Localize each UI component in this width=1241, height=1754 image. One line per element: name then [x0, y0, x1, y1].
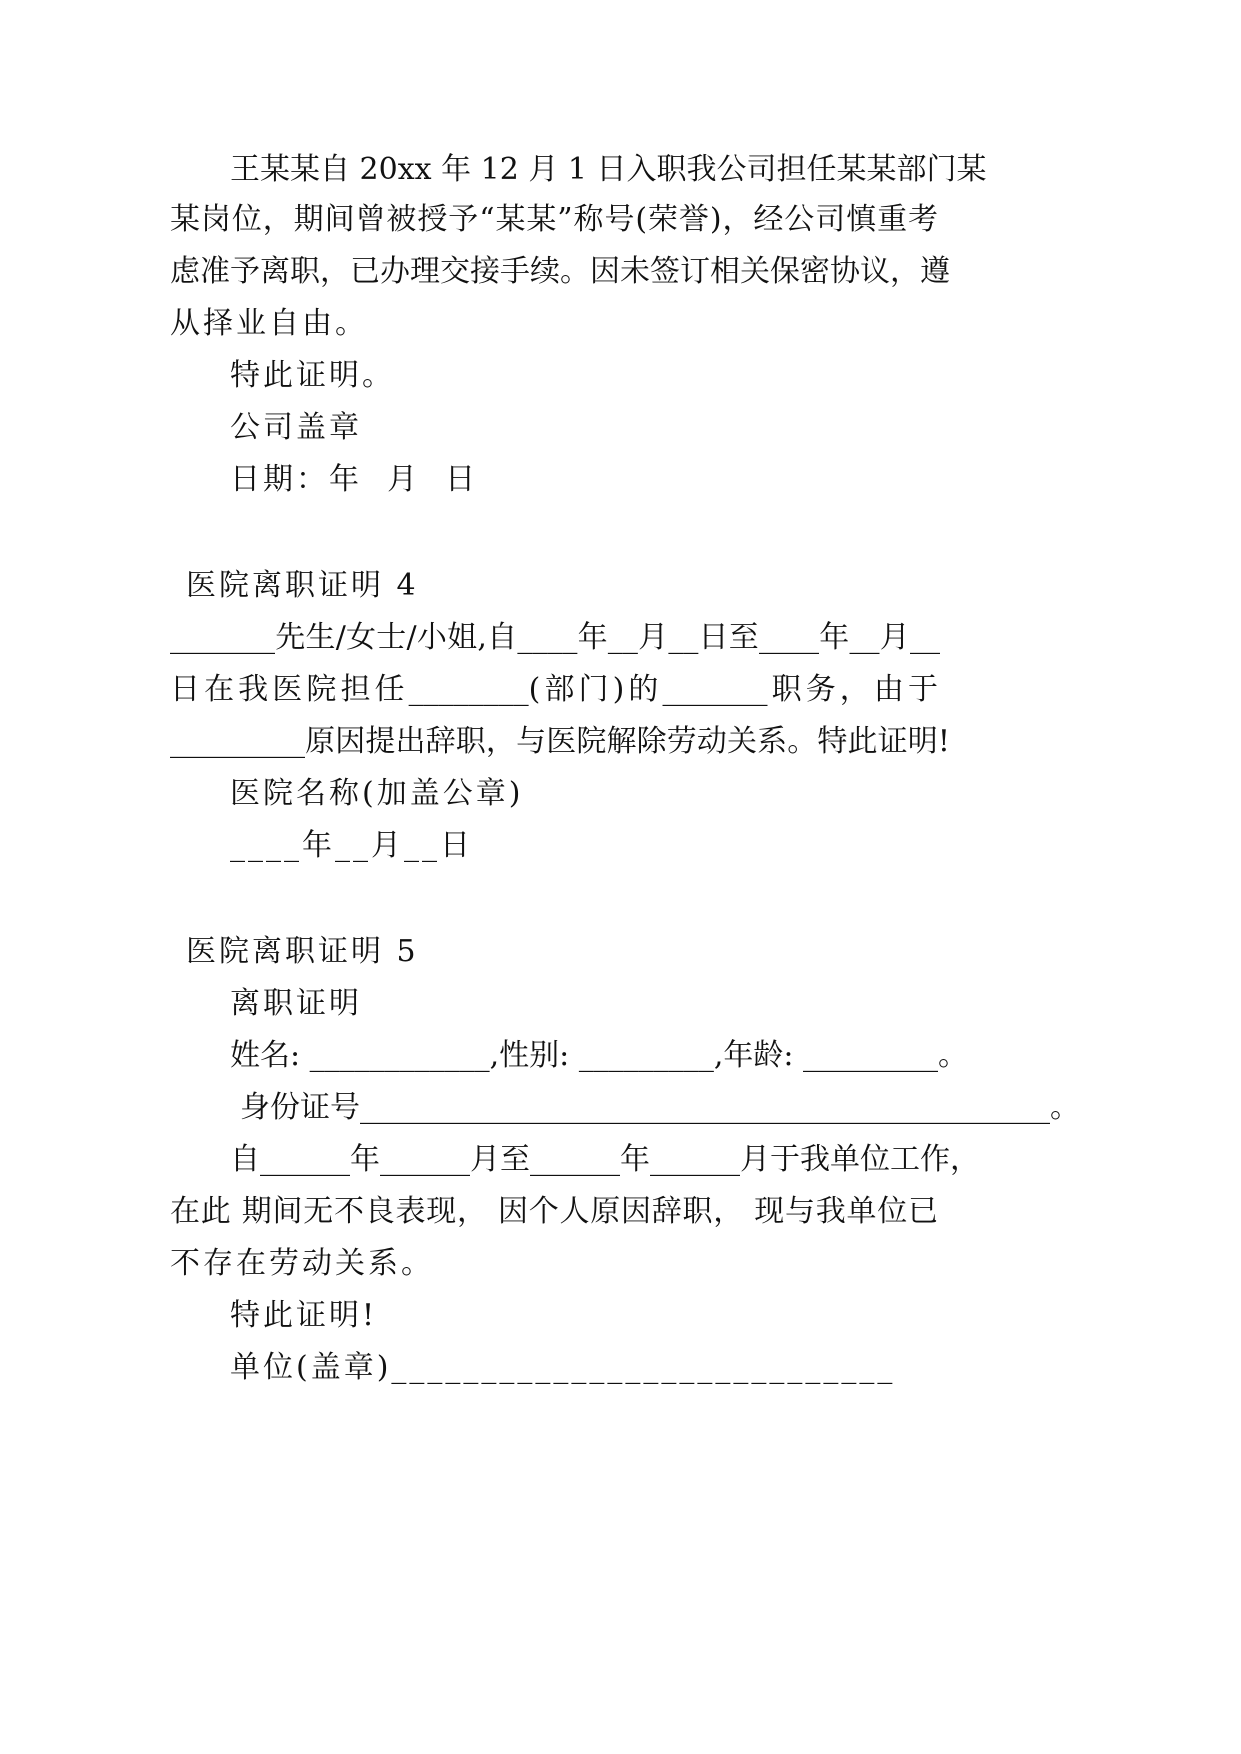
paragraph-line: _______先生/女士/小姐,自____年__月__日至____年__月__ [170, 620, 940, 655]
paragraph-line: _________原因提出辞职，与医院解除劳动关系。特此证明! [170, 724, 950, 759]
paragraph-line: 虑准予离职，已办理交接手续。因未签订相关保密协议，遵 [170, 254, 950, 289]
id-number-field: 身份证号______________________________________________。 [240, 1090, 1080, 1125]
personal-info-fields: 姓名: ____________,性别: _________,年龄: _________。 [230, 1038, 969, 1073]
company-seal-label: 公司盖章 [230, 410, 362, 445]
certify-statement: 特此证明! [230, 1298, 378, 1333]
document-heading: 离职证明 [230, 986, 362, 1021]
date-line: ____年__月__日 [230, 828, 473, 863]
section-title: 医院离职证明 5 [186, 934, 419, 969]
paragraph-line: 在此 期间无不良表现， 因个人原因辞职， 现与我单位已 [170, 1194, 938, 1229]
hospital-name-label: 医院名称(加盖公章) [230, 776, 524, 811]
paragraph-line: 王某某自 20xx 年 12 月 1 日入职我公司担任某某部门某 [230, 152, 987, 187]
paragraph-line: 不存在劳动关系。 [170, 1246, 434, 1281]
paragraph-line: 某岗位，期间曾被授予“某某”称号(荣誉)，经公司慎重考 [170, 202, 938, 237]
paragraph-line: 从择业自由。 [170, 306, 368, 341]
certify-statement: 特此证明。 [230, 358, 395, 393]
paragraph-line: 日在我医院担任________(部门)的_______职务，由于 [170, 672, 938, 707]
section-title: 医院离职证明 4 [186, 568, 419, 603]
unit-seal-line: 单位(盖章)____________________________ [230, 1350, 896, 1385]
date-line: 日期：年 月 日 [230, 462, 479, 497]
paragraph-line: 自______年______月至______年______月于我单位工作， [230, 1142, 980, 1177]
